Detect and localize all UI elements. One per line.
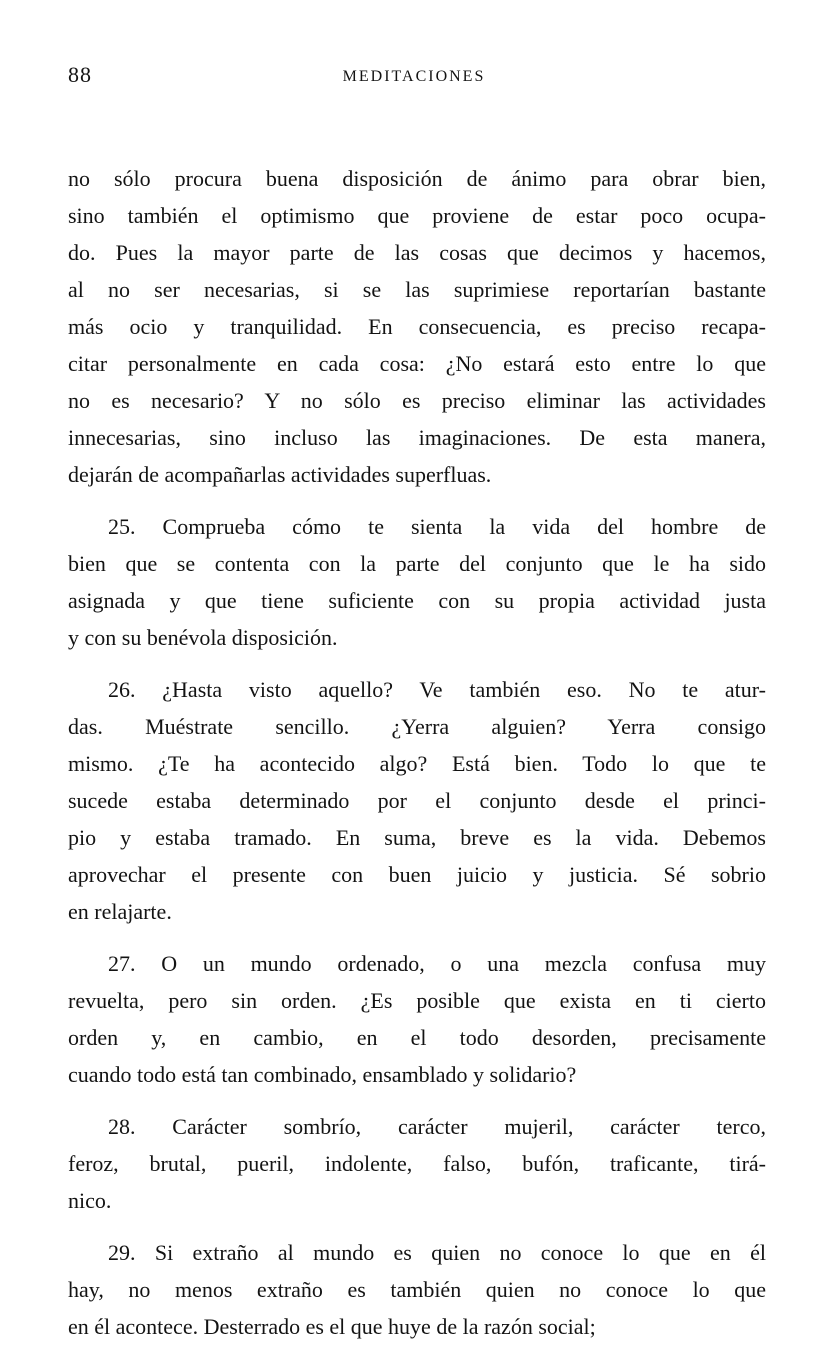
page-number: 88 bbox=[68, 62, 92, 87]
text-line: no sólo procura buena disposición de ánimo para obrar bien, bbox=[68, 166, 766, 191]
text-line: más ocio y tranquilidad. En consecuencia, es preciso recapa- bbox=[68, 314, 766, 339]
text-line: y con su benévola disposición. bbox=[68, 625, 338, 650]
text-line: asignada y que tiene suficiente con su propia actividad justa bbox=[68, 588, 766, 613]
text-line: 26. ¿Hasta visto aquello? Ve también eso. No te atur- bbox=[108, 677, 766, 702]
paragraph bbox=[68, 671, 766, 930]
text-line: feroz, brutal, pueril, indolente, falso, bufón, traficante, tirá- bbox=[68, 1151, 766, 1176]
text-line: 27. O un mundo ordenado, o una mezcla confusa muy bbox=[108, 951, 766, 976]
text-line: 28. Carácter sombrío, carácter mujeril, carácter terco, bbox=[108, 1114, 766, 1139]
text-line: orden y, en cambio, en el todo desorden, precisamente bbox=[68, 1025, 766, 1050]
text-line: pio y estaba tramado. En suma, breve es la vida. Debemos bbox=[68, 825, 766, 850]
text-line: en relajarte. bbox=[68, 899, 172, 924]
text-line: en él acontece. Desterrado es el que huye de la razón social; bbox=[68, 1314, 596, 1339]
paragraph bbox=[68, 508, 766, 656]
text-line: no es necesario? Y no sólo es preciso eliminar las actividades bbox=[68, 388, 766, 413]
text-line: do. Pues la mayor parte de las cosas que decimos y hacemos, bbox=[68, 240, 766, 265]
text-line: al no ser necesarias, si se las suprimiese reportarían bastante bbox=[68, 277, 766, 302]
page-body bbox=[68, 160, 766, 1345]
text-line: sucede estaba determinado por el conjunto desde el princi- bbox=[68, 788, 766, 813]
paragraph bbox=[68, 945, 766, 1093]
paragraph bbox=[68, 160, 766, 493]
text-line: hay, no menos extraño es también quien no conoce lo que bbox=[68, 1277, 766, 1302]
text-line: mismo. ¿Te ha acontecido algo? Está bien. Todo lo que te bbox=[68, 751, 766, 776]
text-line: bien que se contenta con la parte del conjunto que le ha sido bbox=[68, 551, 766, 576]
text-line: das. Muéstrate sencillo. ¿Yerra alguien? Yerra consigo bbox=[68, 714, 766, 739]
text-line: innecesarias, sino incluso las imaginaciones. De esta manera, bbox=[68, 425, 766, 450]
text-line: nico. bbox=[68, 1188, 112, 1213]
text-line: citar personalmente en cada cosa: ¿No estará esto entre lo que bbox=[68, 351, 766, 376]
text-line: dejarán de acompañarlas actividades superfluas. bbox=[68, 462, 492, 487]
running-title: MEDITACIONES bbox=[342, 68, 486, 85]
running-header bbox=[0, 0, 828, 96]
text-line: cuando todo está tan combinado, ensamblado y solidario? bbox=[68, 1062, 577, 1087]
text-line: 29. Si extraño al mundo es quien no conoce lo que en él bbox=[108, 1240, 766, 1265]
text-line: sino también el optimismo que proviene de estar poco ocupa- bbox=[68, 203, 766, 228]
text-line: aprovechar el presente con buen juicio y justicia. Sé sobrio bbox=[68, 862, 766, 887]
text-line: 25. Comprueba cómo te sienta la vida del hombre de bbox=[108, 514, 766, 539]
text-line: revuelta, pero sin orden. ¿Es posible que exista en ti cierto bbox=[68, 988, 766, 1013]
paragraph bbox=[68, 1108, 766, 1219]
paragraph bbox=[68, 1234, 766, 1345]
